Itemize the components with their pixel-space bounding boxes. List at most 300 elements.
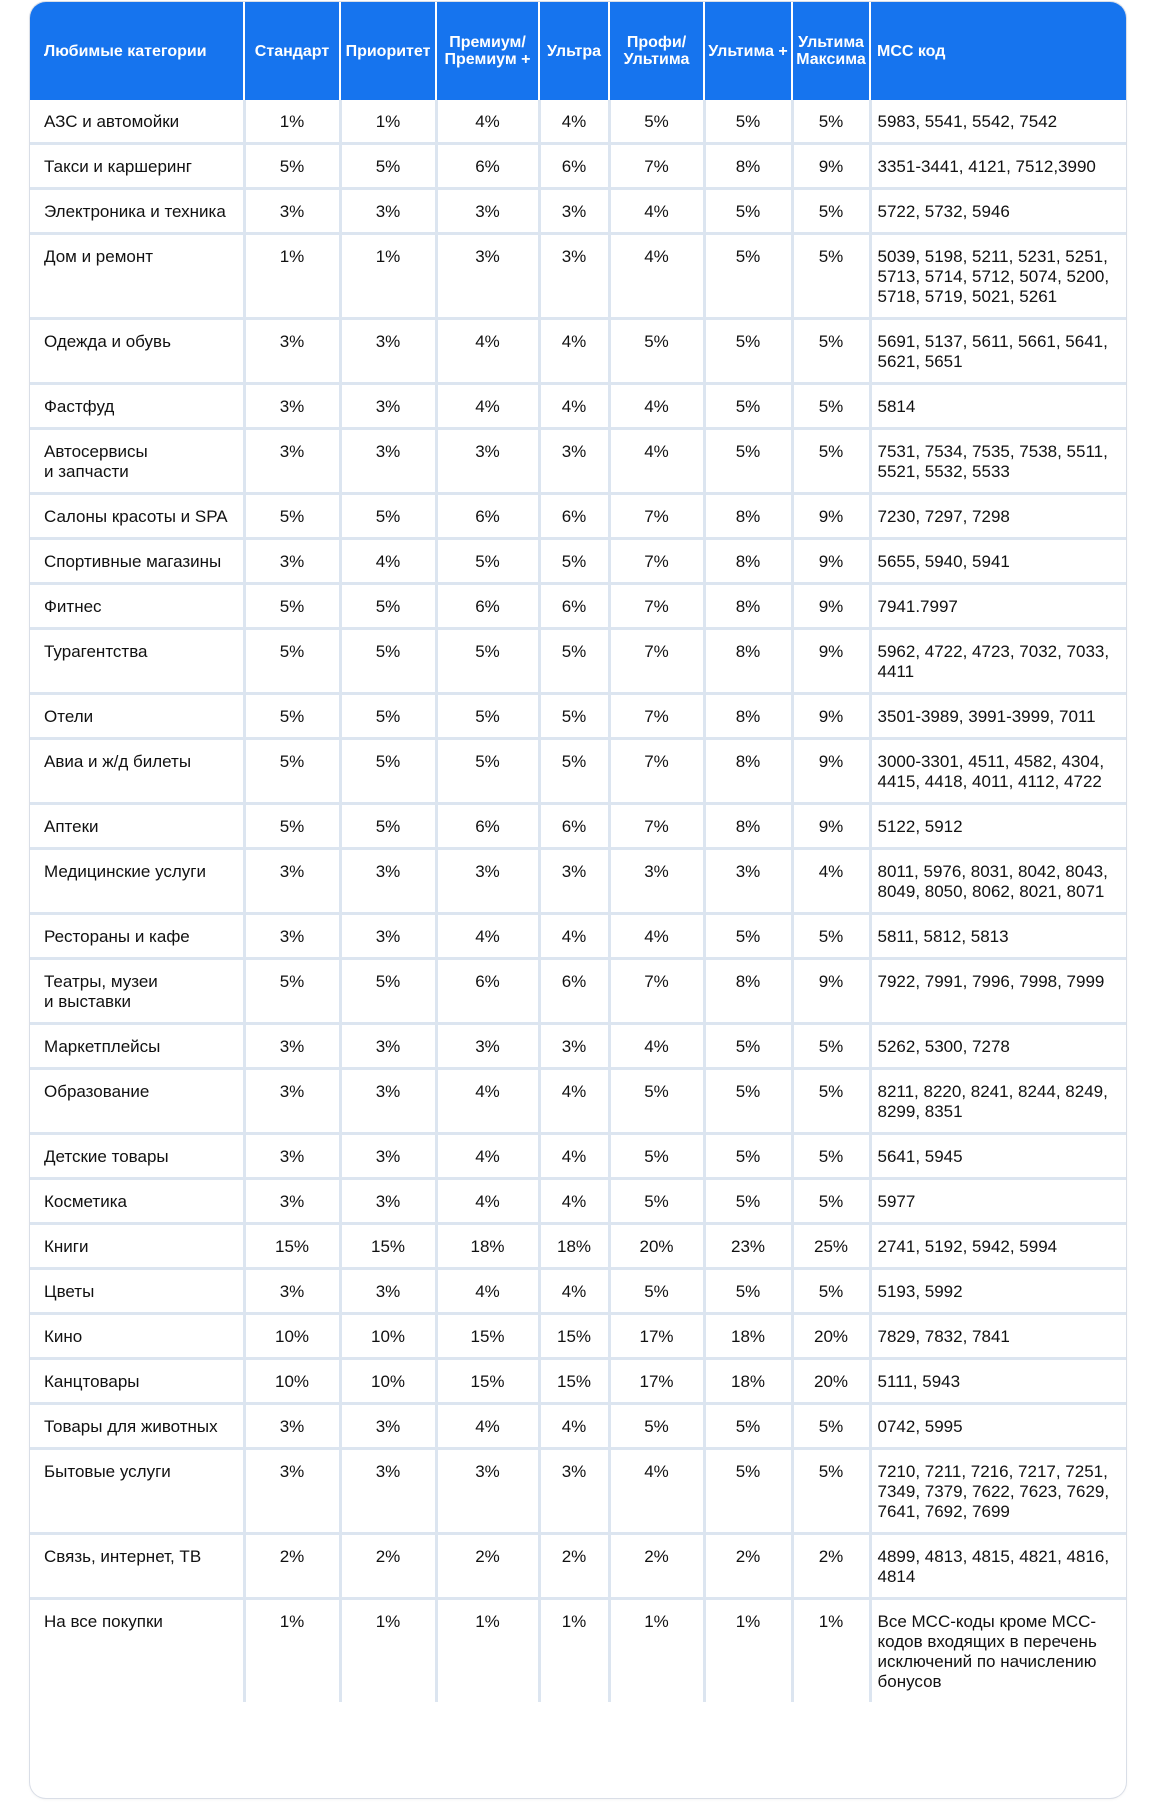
rate-cell-priority: 5% (340, 144, 436, 189)
rate-cell-profi-ultima: 5% (609, 1069, 704, 1134)
rate-cell-premium: 3% (436, 234, 539, 319)
rate-cell-priority: 1% (340, 234, 436, 319)
table-row (30, 1359, 1126, 1404)
rate-cell-ultima-maxima: 1% (792, 1599, 870, 1703)
rate-cell-profi-ultima: 5% (609, 1404, 704, 1449)
rate-cell-ultra: 18% (539, 1224, 609, 1269)
rate-cell-ultima-plus: 8% (704, 494, 792, 539)
rate-cell-priority: 5% (340, 959, 436, 1024)
rate-cell-ultra: 4% (539, 1404, 609, 1449)
rate-cell-premium: 1% (436, 1599, 539, 1703)
rate-cell-ultima-maxima: 25% (792, 1224, 870, 1269)
rate-cell-ultima-plus: 3% (704, 849, 792, 914)
rate-cell-ultima-maxima: 5% (792, 1134, 870, 1179)
rate-cell-ultima-plus: 5% (704, 429, 792, 494)
rate-cell-profi-ultima: 2% (609, 1534, 704, 1599)
rate-cell-profi-ultima: 7% (609, 144, 704, 189)
mcc-cell: 3351-3441, 4121, 7512,3990 (870, 144, 1126, 189)
rate-cell-ultima-maxima: 5% (792, 1179, 870, 1224)
category-cell: Фастфуд (30, 384, 244, 429)
rate-cell-ultima-plus: 5% (704, 234, 792, 319)
category-cell: Авиа и ж/д билеты (30, 739, 244, 804)
table-row (30, 1534, 1126, 1599)
table-row (30, 319, 1126, 384)
category-cell: Фитнес (30, 584, 244, 629)
category-cell: Медицинские услуги (30, 849, 244, 914)
rate-cell-profi-ultima: 7% (609, 694, 704, 739)
rate-cell-profi-ultima: 7% (609, 804, 704, 849)
rate-cell-premium: 6% (436, 584, 539, 629)
rate-cell-ultra: 3% (539, 1449, 609, 1534)
rate-cell-ultima-plus: 8% (704, 539, 792, 584)
mcc-cell: 8211, 8220, 8241, 8244, 8249, 8299, 8351 (870, 1069, 1126, 1134)
rate-cell-standard: 3% (244, 1269, 340, 1314)
rate-cell-ultima-plus: 8% (704, 694, 792, 739)
rate-cell-standard: 10% (244, 1314, 340, 1359)
rate-cell-ultima-maxima: 4% (792, 849, 870, 914)
category-cell: Связь, интернет, ТВ (30, 1534, 244, 1599)
table-row (30, 1599, 1126, 1703)
rate-cell-ultra: 1% (539, 1599, 609, 1703)
mcc-cell: 4899, 4813, 4815, 4821, 4816, 4814 (870, 1534, 1126, 1599)
rate-cell-ultima-plus: 18% (704, 1359, 792, 1404)
table-row (30, 100, 1126, 144)
table-row (30, 144, 1126, 189)
rate-cell-ultra: 4% (539, 384, 609, 429)
cashback-categories-table (30, 2, 1126, 1702)
table-row (30, 189, 1126, 234)
table-row (30, 539, 1126, 584)
table-row (30, 384, 1126, 429)
rate-cell-priority: 3% (340, 1134, 436, 1179)
rate-cell-ultima-plus: 8% (704, 584, 792, 629)
rate-cell-ultra: 4% (539, 1069, 609, 1134)
table-row (30, 694, 1126, 739)
rate-cell-premium: 6% (436, 494, 539, 539)
category-cell: Маркетплейсы (30, 1024, 244, 1069)
rate-cell-ultra: 15% (539, 1359, 609, 1404)
mcc-cell: Все МСС-коды кроме МСС-кодов входящих в перечень исключений по начислению бонусов (877, 1612, 1097, 1691)
rate-cell-premium: 3% (436, 849, 539, 914)
rate-cell-premium: 5% (436, 694, 539, 739)
rate-cell-premium: 6% (436, 144, 539, 189)
rate-cell-profi-ultima: 1% (609, 1599, 704, 1703)
rate-cell-ultra: 15% (539, 1314, 609, 1359)
rate-cell-priority: 2% (340, 1534, 436, 1599)
rate-cell-priority: 1% (340, 100, 436, 144)
table-row (30, 804, 1126, 849)
rate-cell-priority: 3% (340, 1404, 436, 1449)
mcc-cell: 7941.7997 (870, 584, 1126, 629)
category-cell: На все покупки (30, 1599, 244, 1703)
rate-cell-priority: 5% (340, 629, 436, 694)
category-cell: Одежда и обувь (30, 319, 244, 384)
rate-cell-profi-ultima: 5% (609, 1134, 704, 1179)
rate-cell-ultima-maxima: 5% (792, 189, 870, 234)
category-cell: Электроника и техника (30, 189, 244, 234)
rate-cell-profi-ultima: 7% (609, 739, 704, 804)
mcc-cell: 8011, 5976, 8031, 8042, 8043, 8049, 8050, 8062, 8021, 8071 (870, 849, 1126, 914)
rate-cell-ultima-maxima: 9% (792, 144, 870, 189)
rate-cell-ultima-plus: 2% (704, 1534, 792, 1599)
mcc-cell: 5811, 5812, 5813 (870, 914, 1126, 959)
rate-cell-standard: 5% (244, 144, 340, 189)
mcc-cell: 7922, 7991, 7996, 7998, 7999 (870, 959, 1126, 1024)
mcc-cell: 5962, 4722, 4723, 7032, 7033, 4411 (870, 629, 1126, 694)
rate-cell-premium: 2% (436, 1534, 539, 1599)
header-premium: Премиум/ Премиум + (436, 2, 539, 100)
rate-cell-standard: 5% (244, 739, 340, 804)
mcc-cell: 5983, 5541, 5542, 7542 (870, 100, 1126, 144)
rate-cell-standard: 3% (244, 1024, 340, 1069)
header-category: Любимые категории (30, 2, 244, 100)
rate-cell-standard: 1% (244, 100, 340, 144)
rate-cell-priority: 3% (340, 384, 436, 429)
header-standard: Стандарт (244, 2, 340, 100)
rate-cell-ultima-maxima: 5% (792, 1024, 870, 1069)
rate-cell-premium: 5% (436, 629, 539, 694)
rate-cell-standard: 3% (244, 1134, 340, 1179)
rate-cell-ultima-plus: 5% (704, 1404, 792, 1449)
table-row (30, 629, 1126, 694)
rate-cell-ultima-maxima: 2% (792, 1534, 870, 1599)
rate-cell-ultima-plus: 8% (704, 959, 792, 1024)
rate-cell-ultima-maxima: 9% (792, 694, 870, 739)
rate-cell-ultima-plus: 5% (704, 1024, 792, 1069)
rate-cell-profi-ultima: 7% (609, 539, 704, 584)
rate-cell-profi-ultima: 3% (609, 849, 704, 914)
mcc-cell: 5722, 5732, 5946 (870, 189, 1126, 234)
category-cell: Турагентства (30, 629, 244, 694)
rate-cell-standard: 5% (244, 804, 340, 849)
rate-cell-standard: 3% (244, 1404, 340, 1449)
rate-cell-priority: 3% (340, 429, 436, 494)
rate-cell-standard: 3% (244, 849, 340, 914)
mcc-cell: 5691, 5137, 5611, 5661, 5641, 5621, 5651 (870, 319, 1126, 384)
rate-cell-ultra: 4% (539, 319, 609, 384)
rate-cell-priority: 10% (340, 1359, 436, 1404)
header-priority: Приоритет (340, 2, 436, 100)
mcc-cell: 5814 (870, 384, 1126, 429)
table-row (30, 739, 1126, 804)
rate-cell-priority: 3% (340, 1269, 436, 1314)
rate-cell-ultra: 3% (539, 189, 609, 234)
rate-cell-ultra: 3% (539, 234, 609, 319)
rate-cell-profi-ultima: 7% (609, 584, 704, 629)
rate-cell-standard: 3% (244, 1069, 340, 1134)
rate-cell-premium: 5% (436, 539, 539, 584)
rate-cell-ultra: 6% (539, 804, 609, 849)
rate-cell-ultima-plus: 5% (704, 1449, 792, 1534)
rate-cell-premium: 4% (436, 1179, 539, 1224)
table-row (30, 584, 1126, 629)
rate-cell-standard: 5% (244, 959, 340, 1024)
rate-cell-ultima-plus: 5% (704, 100, 792, 144)
table-row (30, 1134, 1126, 1179)
rate-cell-ultima-maxima: 5% (792, 384, 870, 429)
rate-cell-profi-ultima: 7% (609, 494, 704, 539)
rate-cell-priority: 5% (340, 494, 436, 539)
category-cell: Кино (30, 1314, 244, 1359)
rate-cell-ultra: 4% (539, 1134, 609, 1179)
rate-cell-ultima-maxima: 9% (792, 739, 870, 804)
rate-cell-priority: 3% (340, 849, 436, 914)
rate-cell-standard: 10% (244, 1359, 340, 1404)
rate-cell-standard: 3% (244, 384, 340, 429)
rate-cell-profi-ultima: 4% (609, 384, 704, 429)
rate-cell-profi-ultima: 5% (609, 1179, 704, 1224)
rate-cell-ultima-plus: 5% (704, 1269, 792, 1314)
rate-cell-profi-ultima: 17% (609, 1314, 704, 1359)
mcc-cell: 7210, 7211, 7216, 7217, 7251, 7349, 7379, 7622, 7623, 7629, 7641, 7692, 7699 (870, 1449, 1126, 1534)
category-cell: Товары для животных (30, 1404, 244, 1449)
rate-cell-standard: 3% (244, 1449, 340, 1534)
mcc-cell: 5039, 5198, 5211, 5231, 5251, 5713, 5714, 5712, 5074, 5200, 5718, 5719, 5021, 5261 (870, 234, 1126, 319)
rate-cell-priority: 1% (340, 1599, 436, 1703)
mcc-cell: 3000-3301, 4511, 4582, 4304, 4415, 4418, 4011, 4112, 4722 (870, 739, 1126, 804)
header-mcc-code: МСС код (870, 2, 1126, 100)
rate-cell-ultima-maxima: 5% (792, 319, 870, 384)
mcc-cell: 0742, 5995 (870, 1404, 1126, 1449)
rate-cell-ultima-plus: 5% (704, 1069, 792, 1134)
rate-cell-ultima-maxima: 9% (792, 584, 870, 629)
rate-cell-profi-ultima: 20% (609, 1224, 704, 1269)
rate-cell-profi-ultima: 7% (609, 959, 704, 1024)
header-row (30, 2, 1126, 100)
mcc-cell: 5193, 5992 (870, 1269, 1126, 1314)
rate-cell-ultima-plus: 5% (704, 319, 792, 384)
rate-cell-profi-ultima: 7% (609, 629, 704, 694)
rate-cell-priority: 3% (340, 1179, 436, 1224)
rate-cell-ultima-maxima: 9% (792, 959, 870, 1024)
rate-cell-ultra: 3% (539, 429, 609, 494)
rate-cell-standard: 3% (244, 1179, 340, 1224)
rate-cell-priority: 15% (340, 1224, 436, 1269)
rate-cell-premium: 3% (436, 429, 539, 494)
mcc-cell: 7531, 7534, 7535, 7538, 5511, 5521, 5532, 5533 (870, 429, 1126, 494)
table-row (30, 234, 1126, 319)
rate-cell-premium: 4% (436, 319, 539, 384)
rate-cell-ultra: 5% (539, 739, 609, 804)
category-cell: Детские товары (30, 1134, 244, 1179)
category-cell: Салоны красоты и SPA (30, 494, 244, 539)
rate-cell-profi-ultima: 4% (609, 1024, 704, 1069)
rate-cell-profi-ultima: 4% (609, 914, 704, 959)
table-row (30, 959, 1126, 1024)
rate-cell-profi-ultima: 4% (609, 429, 704, 494)
rate-cell-ultra: 6% (539, 959, 609, 1024)
category-cell: Такси и каршеринг (30, 144, 244, 189)
category-cell: Образование (30, 1069, 244, 1134)
rate-cell-standard: 5% (244, 584, 340, 629)
rate-cell-premium: 3% (436, 1449, 539, 1534)
category-cell: Бытовые услуги (30, 1449, 244, 1534)
mcc-cell: 5977 (870, 1179, 1126, 1224)
rate-cell-premium: 4% (436, 1069, 539, 1134)
rate-cell-priority: 10% (340, 1314, 436, 1359)
rate-cell-ultra: 3% (539, 849, 609, 914)
rate-cell-ultima-plus: 5% (704, 384, 792, 429)
table-row (30, 849, 1126, 914)
rate-cell-ultima-plus: 8% (704, 144, 792, 189)
rate-cell-premium: 18% (436, 1224, 539, 1269)
rate-cell-priority: 3% (340, 1069, 436, 1134)
table-row (30, 1024, 1126, 1069)
category-cell: Отели (30, 694, 244, 739)
rate-cell-standard: 15% (244, 1224, 340, 1269)
rate-cell-premium: 15% (436, 1314, 539, 1359)
category-cell: Театры, музеи и выставки (30, 959, 244, 1024)
rate-cell-standard: 5% (244, 494, 340, 539)
rate-cell-ultima-plus: 5% (704, 1134, 792, 1179)
mcc-cell: 7230, 7297, 7298 (870, 494, 1126, 539)
rate-cell-standard: 5% (244, 629, 340, 694)
rate-cell-profi-ultima: 4% (609, 1449, 704, 1534)
category-cell: Дом и ремонт (30, 234, 244, 319)
rate-cell-ultima-maxima: 20% (792, 1314, 870, 1359)
category-cell: Канцтовары (30, 1359, 244, 1404)
header-ultra: Ультра (539, 2, 609, 100)
rate-cell-ultima-maxima: 9% (792, 629, 870, 694)
cashback-table-container (30, 2, 1126, 1798)
rate-cell-premium: 4% (436, 1404, 539, 1449)
rate-cell-ultima-plus: 5% (704, 1179, 792, 1224)
rate-cell-ultra: 2% (539, 1534, 609, 1599)
rate-cell-premium: 15% (436, 1359, 539, 1404)
table-body (30, 100, 1126, 1702)
rate-cell-ultima-maxima: 5% (792, 100, 870, 144)
rate-cell-ultra: 5% (539, 629, 609, 694)
mcc-cell: 2741, 5192, 5942, 5994 (870, 1224, 1126, 1269)
rate-cell-profi-ultima: 4% (609, 234, 704, 319)
rate-cell-priority: 5% (340, 584, 436, 629)
rate-cell-priority: 3% (340, 1024, 436, 1069)
rate-cell-profi-ultima: 5% (609, 100, 704, 144)
table-row (30, 1179, 1126, 1224)
rate-cell-profi-ultima: 4% (609, 189, 704, 234)
rate-cell-standard: 5% (244, 694, 340, 739)
rate-cell-ultima-plus: 8% (704, 629, 792, 694)
rate-cell-ultima-maxima: 5% (792, 1269, 870, 1314)
category-cell: Спортивные магазины (30, 539, 244, 584)
rate-cell-standard: 3% (244, 914, 340, 959)
mcc-cell: 5655, 5940, 5941 (870, 539, 1126, 584)
rate-cell-ultra: 5% (539, 539, 609, 584)
rate-cell-premium: 4% (436, 914, 539, 959)
mcc-cell: 5122, 5912 (870, 804, 1126, 849)
header-profi-ultima: Профи/ Ультима (609, 2, 704, 100)
rate-cell-ultra: 3% (539, 1024, 609, 1069)
rate-cell-ultima-plus: 8% (704, 739, 792, 804)
category-cell: Аптеки (30, 804, 244, 849)
rate-cell-ultima-plus: 23% (704, 1224, 792, 1269)
table-row (30, 1314, 1126, 1359)
rate-cell-ultima-maxima: 5% (792, 429, 870, 494)
rate-cell-profi-ultima: 5% (609, 1269, 704, 1314)
category-cell: АЗС и автомойки (30, 100, 244, 144)
rate-cell-priority: 5% (340, 739, 436, 804)
table-header (30, 2, 1126, 100)
rate-cell-premium: 5% (436, 739, 539, 804)
rate-cell-priority: 3% (340, 319, 436, 384)
mcc-cell: 5111, 5943 (870, 1359, 1126, 1404)
rate-cell-ultima-maxima: 5% (792, 234, 870, 319)
table-row (30, 494, 1126, 539)
header-ultima-maxima: Ультима Максима (792, 2, 870, 100)
rate-cell-premium: 4% (436, 100, 539, 144)
table-row (30, 1224, 1126, 1269)
rate-cell-ultima-maxima: 20% (792, 1359, 870, 1404)
rate-cell-ultra: 6% (539, 584, 609, 629)
rate-cell-premium: 6% (436, 959, 539, 1024)
header-ultima-plus: Ультима + (704, 2, 792, 100)
category-cell: Автосервисы и запчасти (30, 429, 244, 494)
rate-cell-ultima-maxima: 9% (792, 804, 870, 849)
rate-cell-ultra: 4% (539, 1269, 609, 1314)
rate-cell-priority: 3% (340, 914, 436, 959)
rate-cell-premium: 3% (436, 1024, 539, 1069)
rate-cell-priority: 3% (340, 189, 436, 234)
rate-cell-priority: 3% (340, 1449, 436, 1534)
rate-cell-ultima-maxima: 5% (792, 1404, 870, 1449)
category-cell: Цветы (30, 1269, 244, 1314)
rate-cell-ultra: 6% (539, 494, 609, 539)
rate-cell-profi-ultima: 17% (609, 1359, 704, 1404)
table-row (30, 429, 1126, 494)
rate-cell-ultra: 4% (539, 914, 609, 959)
mcc-cell: 3501-3989, 3991-3999, 7011 (870, 694, 1126, 739)
rate-cell-standard: 2% (244, 1534, 340, 1599)
rate-cell-ultra: 4% (539, 1179, 609, 1224)
rate-cell-premium: 3% (436, 189, 539, 234)
mcc-cell: 7829, 7832, 7841 (870, 1314, 1126, 1359)
rate-cell-ultima-plus: 5% (704, 914, 792, 959)
table-row (30, 914, 1126, 959)
rate-cell-premium: 4% (436, 1134, 539, 1179)
rate-cell-ultima-maxima: 5% (792, 1069, 870, 1134)
rate-cell-ultra: 5% (539, 694, 609, 739)
rate-cell-standard: 3% (244, 319, 340, 384)
category-cell: Косметика (30, 1179, 244, 1224)
rate-cell-ultima-plus: 1% (704, 1599, 792, 1703)
rate-cell-profi-ultima: 5% (609, 319, 704, 384)
rate-cell-ultima-plus: 18% (704, 1314, 792, 1359)
rate-cell-priority: 5% (340, 804, 436, 849)
category-cell: Рестораны и кафе (30, 914, 244, 959)
table-row (30, 1449, 1126, 1534)
table-row (30, 1404, 1126, 1449)
rate-cell-premium: 4% (436, 384, 539, 429)
rate-cell-standard: 3% (244, 429, 340, 494)
rate-cell-standard: 3% (244, 189, 340, 234)
category-cell: Книги (30, 1224, 244, 1269)
rate-cell-ultra: 6% (539, 144, 609, 189)
rate-cell-ultima-maxima: 5% (792, 914, 870, 959)
rate-cell-ultra: 4% (539, 100, 609, 144)
mcc-cell: 5641, 5945 (870, 1134, 1126, 1179)
rate-cell-premium: 6% (436, 804, 539, 849)
rate-cell-ultima-maxima: 9% (792, 539, 870, 584)
rate-cell-standard: 1% (244, 1599, 340, 1703)
rate-cell-standard: 3% (244, 539, 340, 584)
mcc-cell: 5262, 5300, 7278 (870, 1024, 1126, 1069)
table-row (30, 1269, 1126, 1314)
table-row (30, 1069, 1126, 1134)
rate-cell-ultima-maxima: 5% (792, 1449, 870, 1534)
rate-cell-ultima-plus: 5% (704, 189, 792, 234)
rate-cell-ultima-plus: 8% (704, 804, 792, 849)
rate-cell-ultima-maxima: 9% (792, 494, 870, 539)
